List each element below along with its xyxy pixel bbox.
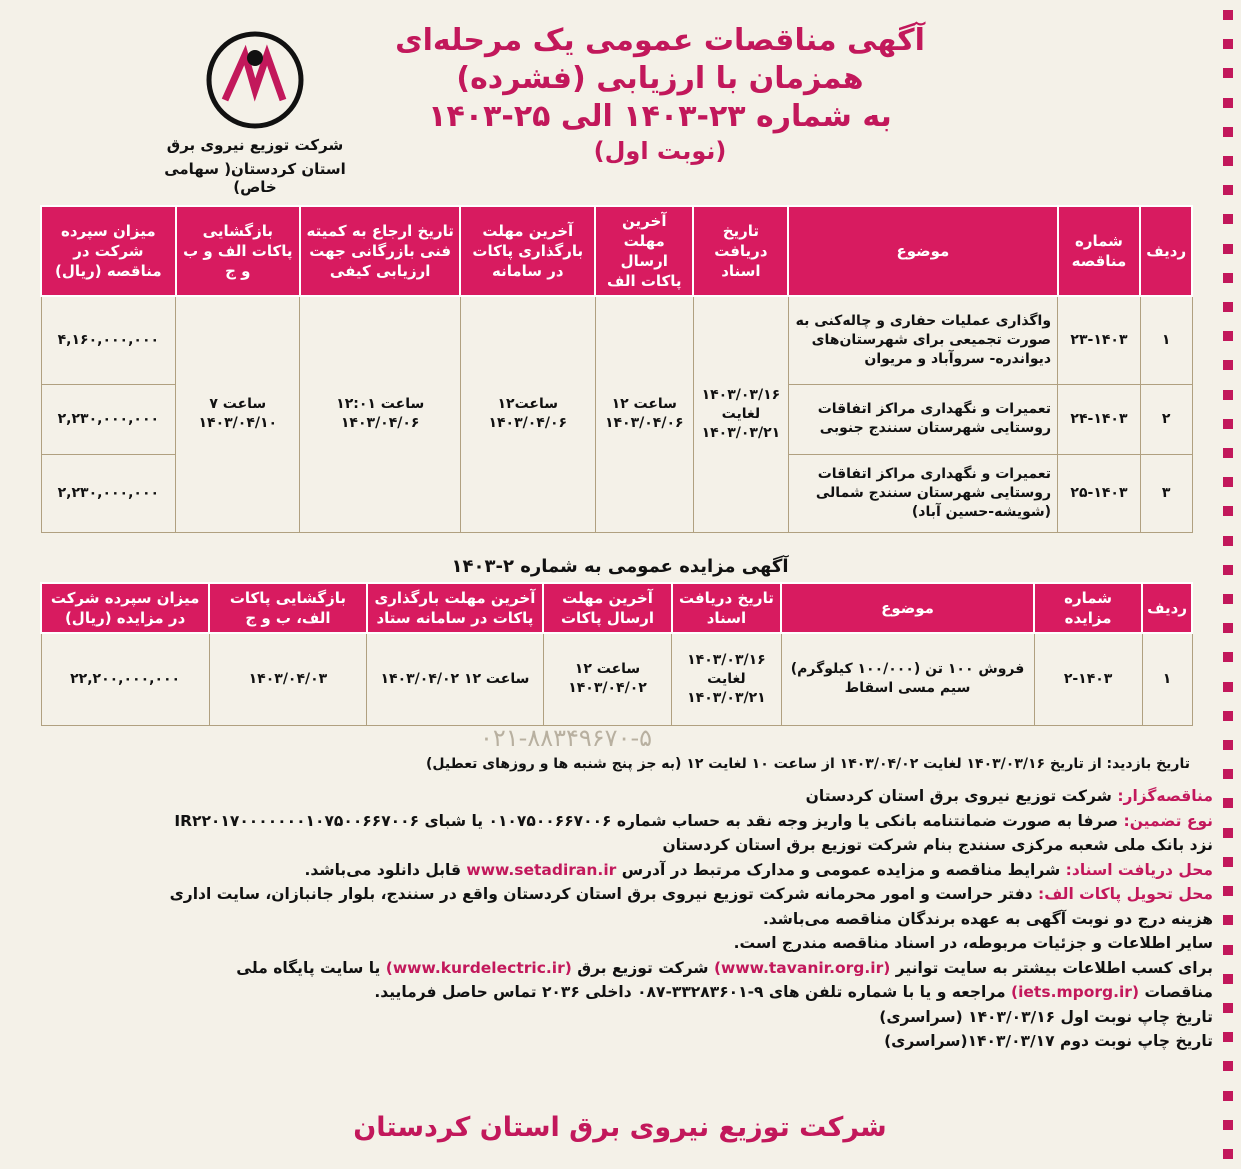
col-header: تاریخ دریافت اسناد bbox=[693, 206, 788, 296]
title-line-3: به شماره ۲۳-۱۴۰۳ الی ۲۵-۱۴۰۳ bbox=[428, 99, 892, 134]
col-header: شماره مزایده bbox=[1034, 583, 1142, 633]
col-header: ردیف bbox=[1140, 206, 1192, 296]
col-header: موضوع bbox=[788, 206, 1057, 296]
col-header: موضوع bbox=[781, 583, 1034, 633]
detail-label: نوع تضمین: bbox=[1123, 811, 1213, 830]
tender-table-header bbox=[41, 206, 1192, 296]
col-header: ردیف bbox=[1142, 583, 1192, 633]
send-a-deadline: ساعت ۱۲ ۱۴۰۳/۰۴/۰۶ bbox=[595, 296, 693, 532]
detail-line bbox=[33, 858, 1213, 883]
detail-text: شرکت توزیع برق bbox=[577, 958, 709, 977]
upload-deadline: ساعت۱۲ ۱۴۰۳/۰۴/۰۶ bbox=[460, 296, 595, 532]
col-header: شماره مناقصه bbox=[1058, 206, 1141, 296]
tender-subject: واگذاری عملیات حفاری و چاله‌کنی به صورت تجمیعی برای شهرستان‌های دیواندره- سروآباد و مریوان bbox=[788, 296, 1057, 384]
tender-subject: تعمیرات و نگهداری مراکز اتفاقات روستایی شهرستان سنندج جنوبی bbox=[788, 384, 1057, 454]
detail-label: محل دریافت اسناد: bbox=[1065, 860, 1213, 879]
footer-company: شرکت توزیع نیروی برق استان کردستان bbox=[353, 1112, 887, 1143]
right-edge-dots bbox=[1221, 10, 1233, 1159]
detail-text: شرکت توزیع نیروی برق استان کردستان bbox=[805, 787, 1112, 805]
detail-label: مناقصه‌گزار: bbox=[1117, 787, 1213, 805]
tender-number: ۲۴-۱۴۰۳ bbox=[1058, 384, 1141, 454]
kurdelectric-link[interactable]: (www.kurdelectric.ir) bbox=[385, 958, 572, 977]
tender-table bbox=[40, 205, 1193, 533]
company-name-2: استان کردستان( سهامی خاص) bbox=[164, 160, 346, 196]
auction-title: آگهی مزایده عمومی به شماره ۲-۱۴۰۳ bbox=[451, 556, 789, 577]
auction-table bbox=[40, 582, 1193, 726]
detail-text: شرایط مناقصه و مزایده عمومی و مدارک مرتبط در آدرس bbox=[621, 860, 1061, 879]
detail-line bbox=[33, 980, 1213, 1005]
col-header: آخرین مهلت ارسال پاکات bbox=[543, 583, 672, 633]
detail-line: تاریخ چاپ نوبت دوم ۱۴۰۳/۰۳/۱۷(سراسری) bbox=[884, 1032, 1213, 1050]
deposit-amount: ۴,۱۶۰,۰۰۰,۰۰۰ bbox=[41, 296, 176, 384]
row-number: ۳ bbox=[1140, 454, 1192, 532]
detail-label: محل تحویل پاکات الف: bbox=[1038, 885, 1213, 903]
title-line-1: آگهی مناقصات عمومی یک مرحله‌ای bbox=[395, 23, 925, 58]
detail-text: مراجعه و یا با شماره تلفن های ۹-۳۳۲۸۳۶۰۱-۰۸۷ داخلی ۲۰۳۶ تماس حاصل فرمایید. bbox=[374, 983, 1006, 1001]
notice-details bbox=[33, 784, 1213, 1054]
company-logo bbox=[140, 30, 370, 196]
detail-text: صرفا به صورت ضمانتنامه بانکی یا واریز وجه نقد به حساب شماره ۰۱۰۷۵۰۰۶۶۷۰۰۶ یا شبای IR۲۲۰۱۷۰۰۰۰۰۰۰۱۰۷۵۰۰۶۶۷۰۰۶ bbox=[174, 811, 1119, 830]
notice-title bbox=[380, 22, 940, 166]
auction-subject: فروش ۱۰۰ تن (۱۰۰/۰۰۰ کیلوگرم) سیم مسی اسقاط bbox=[781, 633, 1034, 725]
col-header: تاریخ دریافت اسناد bbox=[672, 583, 781, 633]
tender-subject: تعمیرات و نگهداری مراکز اتفاقات روستایی شهرستان سنندج شمالی (شویشه-حسین آباد) bbox=[788, 454, 1057, 532]
table-row bbox=[41, 633, 1192, 725]
power-logo-icon bbox=[205, 30, 305, 130]
detail-line: تاریخ چاپ نوبت اول ۱۴۰۳/۰۳/۱۶ (سراسری) bbox=[879, 1007, 1213, 1026]
detail-line: سایر اطلاعات و جزئیات مربوطه، در اسناد مناقصه مندرج است. bbox=[733, 934, 1213, 952]
opening-date: ساعت ۷ ۱۴۰۳/۰۴/۱۰ bbox=[176, 296, 300, 532]
col-header: بازگشایی پاکات الف، ب و ج bbox=[209, 583, 366, 633]
col-header: تاریخ ارجاع به کمیته فنی بازرگانی جهت ارزیابی کیفی bbox=[300, 206, 461, 296]
deposit-amount: ۲,۲۳۰,۰۰۰,۰۰۰ bbox=[41, 454, 176, 532]
detail-line bbox=[33, 882, 1213, 907]
tender-number: ۲۳-۱۴۰۳ bbox=[1058, 296, 1141, 384]
receive-docs-date: ۱۴۰۳/۰۳/۱۶ لغایت ۱۴۰۳/۰۳/۲۱ bbox=[672, 633, 781, 725]
visit-dates: تاریخ بازدید: از تاریخ ۱۴۰۳/۰۳/۱۶ لغایت ۱۴۰۳/۰۴/۰۲ از ساعت ۱۰ لغایت ۱۲ (به جز پنج شنبه ها و روزهای تعطیل) bbox=[425, 756, 1190, 772]
company-name-1: شرکت توزیع نیروی برق bbox=[166, 136, 344, 154]
col-header: میزان سپرده شرکت در مناقصه (ریال) bbox=[41, 206, 176, 296]
detail-line: هزینه درج دو نوبت آگهی به عهده برندگان مناقصه می‌باشد. bbox=[762, 909, 1213, 928]
deposit-amount: ۲۲,۲۰۰,۰۰۰,۰۰۰ bbox=[41, 633, 209, 725]
title-line-4: (نوبت اول) bbox=[593, 137, 727, 165]
title-line-2: همزمان با ارزیابی (فشرده) bbox=[456, 61, 864, 96]
receive-docs-date: ۱۴۰۳/۰۳/۱۶ لغایت ۱۴۰۳/۰۳/۲۱ bbox=[693, 296, 788, 532]
col-header: آخرین مهلت بارگذاری پاکات در سامانه ستاد bbox=[367, 583, 544, 633]
detail-text: مناقصات bbox=[1144, 983, 1213, 1001]
tender-number: ۲۵-۱۴۰۳ bbox=[1058, 454, 1141, 532]
detail-line bbox=[33, 956, 1213, 981]
row-number: ۲ bbox=[1140, 384, 1192, 454]
upload-deadline: ساعت ۱۲ ۱۴۰۳/۰۴/۰۲ bbox=[367, 633, 544, 725]
opening-date: ۱۴۰۳/۰۴/۰۳ bbox=[209, 633, 366, 725]
send-deadline: ساعت ۱۲ ۱۴۰۳/۰۴/۰۲ bbox=[543, 633, 672, 725]
detail-line bbox=[33, 784, 1213, 809]
detail-text: برای کسب اطلاعات بیشتر به سایت توانیر bbox=[895, 958, 1213, 977]
setadiran-link[interactable]: www.setadiran.ir bbox=[466, 860, 617, 879]
committee-date: ساعت ۱۲:۰۱ ۱۴۰۳/۰۴/۰۶ bbox=[300, 296, 461, 532]
col-header: آخرین مهلت بارگذاری پاکات در سامانه bbox=[460, 206, 595, 296]
iets-link[interactable]: (iets.mporg.ir) bbox=[1011, 983, 1140, 1001]
col-header: میزان سپرده شرکت در مزایده (ریال) bbox=[41, 583, 209, 633]
row-number: ۱ bbox=[1140, 296, 1192, 384]
detail-line bbox=[33, 809, 1213, 834]
table-row bbox=[41, 296, 1192, 384]
detail-text: یا سایت پایگاه ملی bbox=[236, 958, 381, 977]
deposit-amount: ۲,۲۳۰,۰۰۰,۰۰۰ bbox=[41, 384, 176, 454]
col-header: بازگشایی پاکات الف و ب و ج bbox=[176, 206, 300, 296]
detail-line: نزد بانک ملی شعبه مرکزی سنندج بنام شرکت توزیع برق استان کردستان bbox=[662, 836, 1213, 854]
detail-text: قابل دانلود می‌باشد. bbox=[304, 860, 462, 879]
tavanir-link[interactable]: (www.tavanir.org.ir) bbox=[713, 958, 891, 977]
col-header: آخرین مهلت ارسال پاکات الف bbox=[595, 206, 693, 296]
auction-number: ۲-۱۴۰۳ bbox=[1034, 633, 1142, 725]
row-number: ۱ bbox=[1142, 633, 1192, 725]
auction-table-header bbox=[41, 583, 1192, 633]
watermark-phone: ۰۲۱-۸۸۳۴۹۶۷۰-۵ bbox=[480, 724, 653, 752]
detail-text: دفتر حراست و امور محرمانه شرکت توزیع نیروی برق استان کردستان واقع در سنندج، بلوار جانبازان، سایت اداری bbox=[169, 885, 1033, 903]
